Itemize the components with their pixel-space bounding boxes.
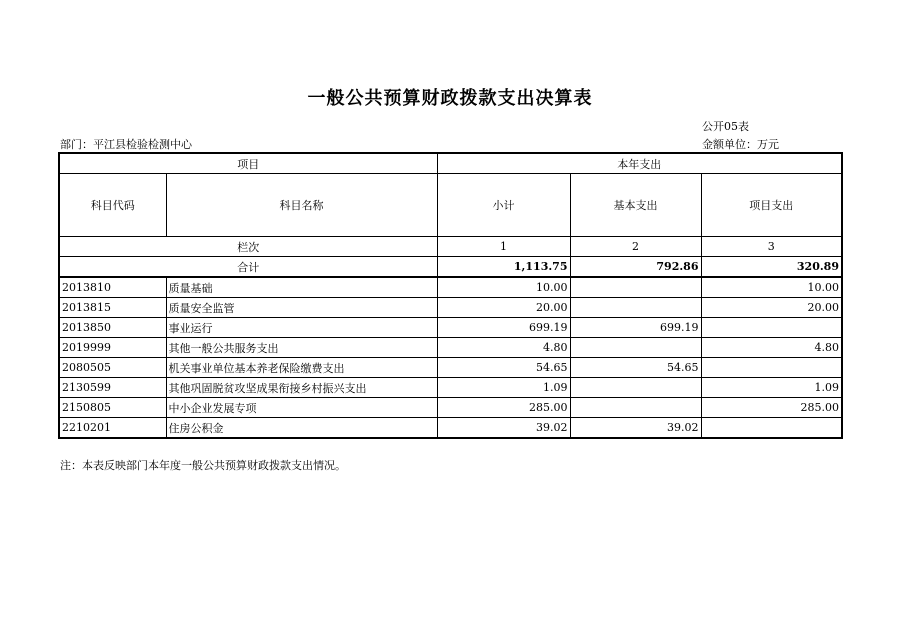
row-basic <box>570 298 701 318</box>
row-name: 质量安全监管 <box>166 298 437 318</box>
row-subtotal: 1.09 <box>437 378 570 398</box>
header-project: 项目 <box>59 153 437 174</box>
row-code: 2080505 <box>59 358 166 378</box>
total-basic: 792.86 <box>570 257 701 278</box>
table-note: 注：本表反映部门本年度一般公共预算财政拨款支出情况。 <box>60 459 346 472</box>
header-project-expense: 项目支出 <box>701 174 842 237</box>
table-row <box>59 358 842 378</box>
table-row <box>59 318 842 338</box>
header-current-year-expense: 本年支出 <box>437 153 842 174</box>
table-row <box>59 277 842 298</box>
row-basic <box>570 378 701 398</box>
row-subtotal: 699.19 <box>437 318 570 338</box>
row-code: 2130599 <box>59 378 166 398</box>
row-basic: 39.02 <box>570 418 701 439</box>
row-code: 2013850 <box>59 318 166 338</box>
row-code: 2210201 <box>59 418 166 439</box>
row-code: 2013815 <box>59 298 166 318</box>
row-subtotal: 20.00 <box>437 298 570 318</box>
row-basic <box>570 277 701 298</box>
row-project: 285.00 <box>701 398 842 418</box>
row-name: 机关事业单位基本养老保险缴费支出 <box>166 358 437 378</box>
row-code: 2013810 <box>59 277 166 298</box>
row-name: 事业运行 <box>166 318 437 338</box>
row-project: 10.00 <box>701 277 842 298</box>
row-name: 住房公积金 <box>166 418 437 439</box>
header-subtotal: 小计 <box>437 174 570 237</box>
column-order-label: 栏次 <box>59 237 437 257</box>
row-name: 其他一般公共服务支出 <box>166 338 437 358</box>
row-subtotal: 54.65 <box>437 358 570 378</box>
total-project: 320.89 <box>701 257 842 278</box>
row-subtotal: 39.02 <box>437 418 570 439</box>
column-number-2: 2 <box>570 237 701 257</box>
header-basic-expense: 基本支出 <box>570 174 701 237</box>
budget-table <box>58 152 843 439</box>
row-project: 4.80 <box>701 338 842 358</box>
row-project <box>701 418 842 439</box>
header-subject-code: 科目代码 <box>59 174 166 237</box>
form-code: 公开05表 <box>702 120 749 133</box>
row-project <box>701 358 842 378</box>
header-subject-name: 科目名称 <box>166 174 437 237</box>
row-name: 其他巩固脱贫攻坚成果衔接乡村振兴支出 <box>166 378 437 398</box>
row-basic <box>570 398 701 418</box>
total-label: 合计 <box>59 257 437 278</box>
row-basic: 54.65 <box>570 358 701 378</box>
row-project: 20.00 <box>701 298 842 318</box>
row-subtotal: 10.00 <box>437 277 570 298</box>
total-subtotal: 1,113.75 <box>437 257 570 278</box>
row-code: 2019999 <box>59 338 166 358</box>
row-basic <box>570 338 701 358</box>
column-number-1: 1 <box>437 237 570 257</box>
row-subtotal: 285.00 <box>437 398 570 418</box>
department-label: 部门：平江县检验检测中心 <box>60 138 192 151</box>
row-subtotal: 4.80 <box>437 338 570 358</box>
table-row <box>59 338 842 358</box>
row-project <box>701 318 842 338</box>
row-name: 质量基础 <box>166 277 437 298</box>
table-row <box>59 418 842 439</box>
page-title: 一般公共预算财政拨款支出决算表 <box>307 88 593 109</box>
table-row <box>59 298 842 318</box>
row-name: 中小企业发展专项 <box>166 398 437 418</box>
column-number-3: 3 <box>701 237 842 257</box>
row-project: 1.09 <box>701 378 842 398</box>
row-code: 2150805 <box>59 398 166 418</box>
row-basic: 699.19 <box>570 318 701 338</box>
unit-label: 金额单位：万元 <box>702 138 779 151</box>
table-row <box>59 398 842 418</box>
table-row <box>59 378 842 398</box>
